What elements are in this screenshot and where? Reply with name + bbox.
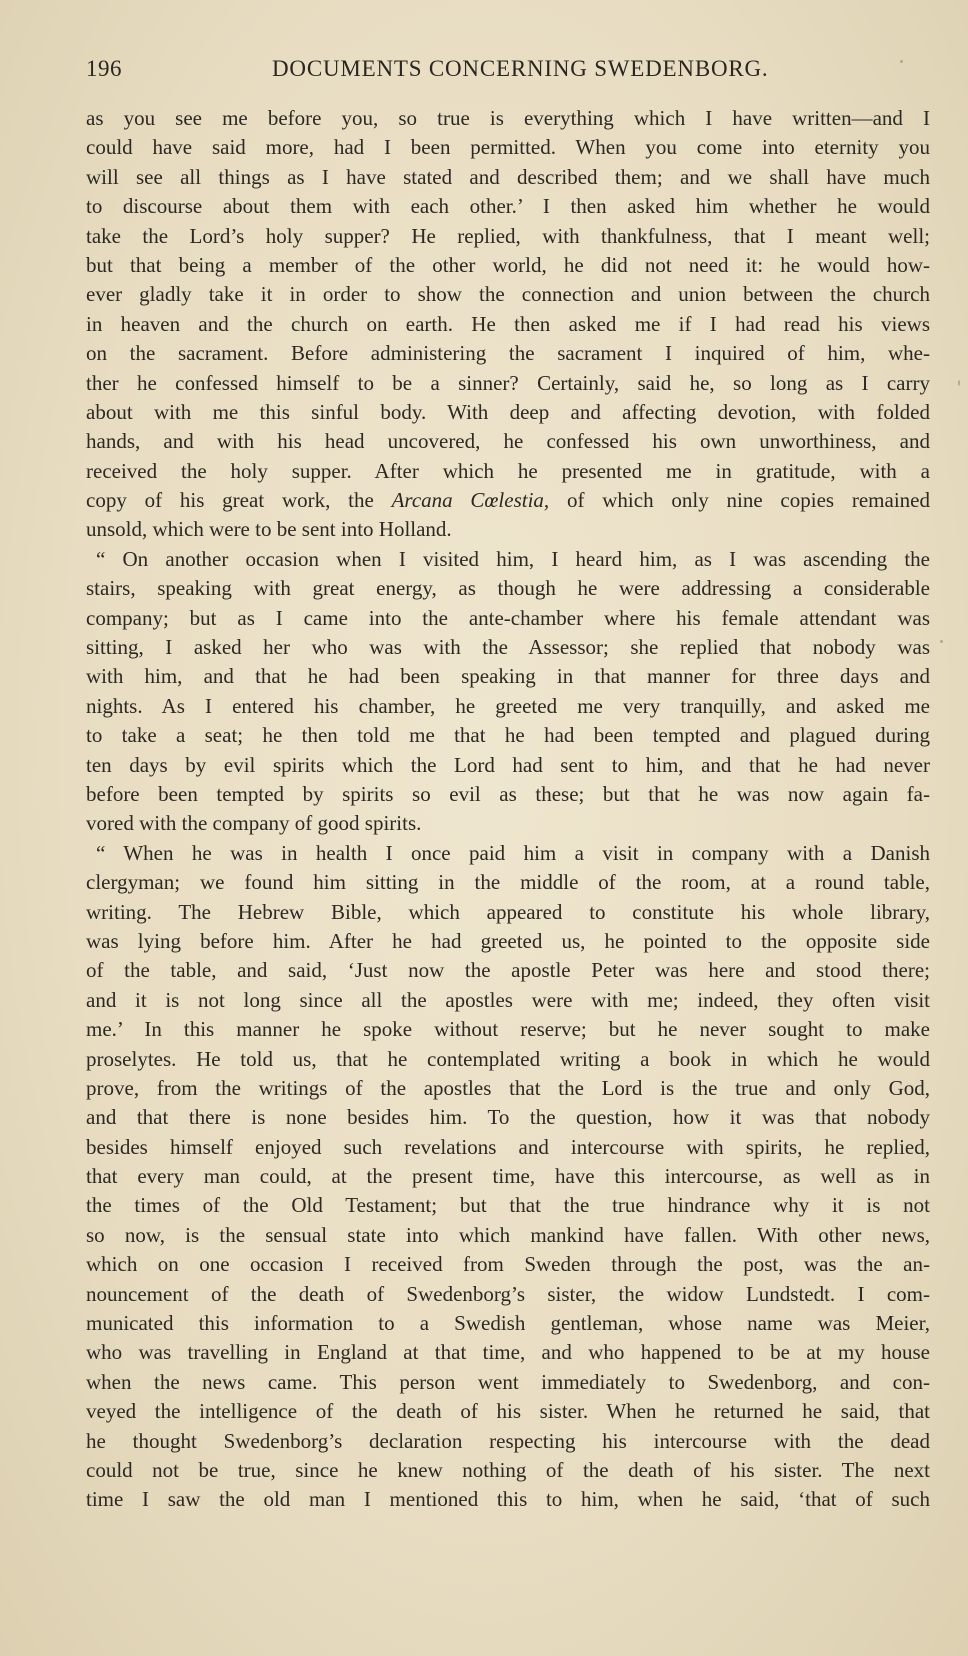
text-line: the times of the Old Testament; but that the true hindrance why it is not — [86, 1193, 930, 1218]
text-line: could not be true, since he knew nothing of the death of his sister. The next — [86, 1457, 930, 1482]
text-line: nights. As I entered his chamber, he greeted me very tranquilly, and asked me — [86, 693, 930, 718]
text-line: writing. The Hebrew Bible, which appeared to constitute his whole library, — [86, 899, 930, 924]
text-line: to take a seat; he then told me that he had been tempted and plagued during — [86, 723, 930, 748]
text-line: veyed the intelligence of the death of his sister. When he returned he said, that — [86, 1399, 930, 1424]
text-line: proselytes. He told us, that he contemplated writing a book in which he would — [86, 1046, 930, 1071]
text-line: stairs, speaking with great energy, as though he were addressing a considerable — [86, 576, 930, 601]
running-title: DOCUMENTS CONCERNING SWEDENBORG. — [272, 56, 769, 81]
text-line: he thought Swedenborg’s declaration respecting his intercourse with the dead — [86, 1428, 930, 1453]
text-line: “ On another occasion when I visited him, I heard him, as I was ascending the — [96, 546, 930, 571]
text-line: of the table, and said, ‘Just now the apostle Peter was here and stood there; — [86, 958, 930, 983]
text-line: prove, from the writings of the apostles that the Lord is the true and only God, — [86, 1075, 930, 1100]
text-line: will see all things as I have stated and described them; and we shall have much — [86, 164, 930, 189]
book-title-italic: Arcana Cœlestia, — [391, 488, 550, 513]
text-line: nouncement of the death of Swedenborg’s sister, the widow Lundstedt. I com- — [86, 1281, 930, 1306]
text-line: and that there is none besides him. To the question, how it was that nobody — [86, 1105, 930, 1130]
text-line: besides himself enjoyed such revelations and intercourse with spirits, he replied, — [86, 1134, 930, 1159]
text-line: that every man could, at the present time, have this intercourse, as well as in — [86, 1164, 930, 1189]
text-segment: copy of his great work, the — [86, 488, 392, 513]
body-text — [86, 104, 930, 1515]
text-line — [86, 486, 930, 515]
text-segment: of which only nine copies remained — [549, 488, 930, 513]
text-line: when the news came. This person went immediately to Swedenborg, and con- — [86, 1369, 930, 1394]
text-line: company; but as I came into the ante-chamber where his female attendant was — [86, 605, 930, 630]
text-line: received the holy supper. After which he presented me in gratitude, with a — [86, 458, 930, 483]
text-line: which on one occasion I received from Sweden through the post, was the an- — [86, 1252, 930, 1277]
text-line: in heaven and the church on earth. He then asked me if I had read his views — [86, 311, 930, 336]
text-line: “ When he was in health I once paid him a visit in company with a Danish — [96, 840, 930, 865]
paper-speck — [940, 640, 943, 643]
text-line: before been tempted by spirits so evil as these; but that he was now again fa- — [86, 781, 930, 806]
text-line: unsold, which were to be sent into Holland. — [86, 517, 452, 542]
text-line: so now, is the sensual state into which mankind have fallen. With other news, — [86, 1222, 930, 1247]
text-line: on the sacrament. Before administering the sacrament I inquired of him, whe- — [86, 341, 930, 366]
text-line: with him, and that he had been speaking in that manner for three days and — [86, 664, 930, 689]
text-line: but that being a member of the other world, he did not need it: he would how- — [86, 252, 930, 277]
text-line: ther he confessed himself to be a sinner? Certainly, said he, so long as I carry — [86, 370, 930, 395]
page-header — [86, 52, 926, 92]
text-line: sitting, I asked her who was with the Assessor; she replied that nobody was — [86, 635, 930, 660]
text-line: vored with the company of good spirits. — [86, 811, 422, 836]
paper-speck — [900, 60, 903, 63]
text-line: who was travelling in England at that time, and who happened to be at my house — [86, 1340, 930, 1365]
text-line: and it is not long since all the apostles were with me; indeed, they often visit — [86, 987, 930, 1012]
text-line: me.’ In this manner he spoke without reserve; but he never sought to make — [86, 1017, 930, 1042]
text-line: time I saw the old man I mentioned this to him, when he said, ‘that of such — [86, 1487, 930, 1512]
paper-speck — [958, 380, 960, 386]
text-line: could have said more, had I been permitted. When you come into eternity you — [86, 135, 930, 160]
text-line: as you see me before you, so true is everything which I have written—and I — [86, 106, 930, 130]
text-line: ever gladly take it in order to show the connection and union between the church — [86, 282, 930, 307]
page-number: 196 — [86, 56, 122, 81]
text-line: about with me this sinful body. With deep and affecting devotion, with folded — [86, 399, 930, 424]
text-line: clergyman; we found him sitting in the middle of the room, at a round table, — [86, 870, 930, 895]
text-line: take the Lord’s holy supper? He replied, with thankfulness, that I meant well; — [86, 223, 930, 248]
text-line: to discourse about them with each other.’ I then asked him whether he would — [86, 194, 930, 219]
text-line: municated this information to a Swedish gentleman, whose name was Meier, — [86, 1311, 930, 1336]
text-line: was lying before him. After he had greeted us, he pointed to the opposite side — [86, 928, 930, 953]
text-line: ten days by evil spirits which the Lord had sent to him, and that he had never — [86, 752, 930, 777]
text-line: hands, and with his head uncovered, he confessed his own unworthiness, and — [86, 429, 930, 454]
